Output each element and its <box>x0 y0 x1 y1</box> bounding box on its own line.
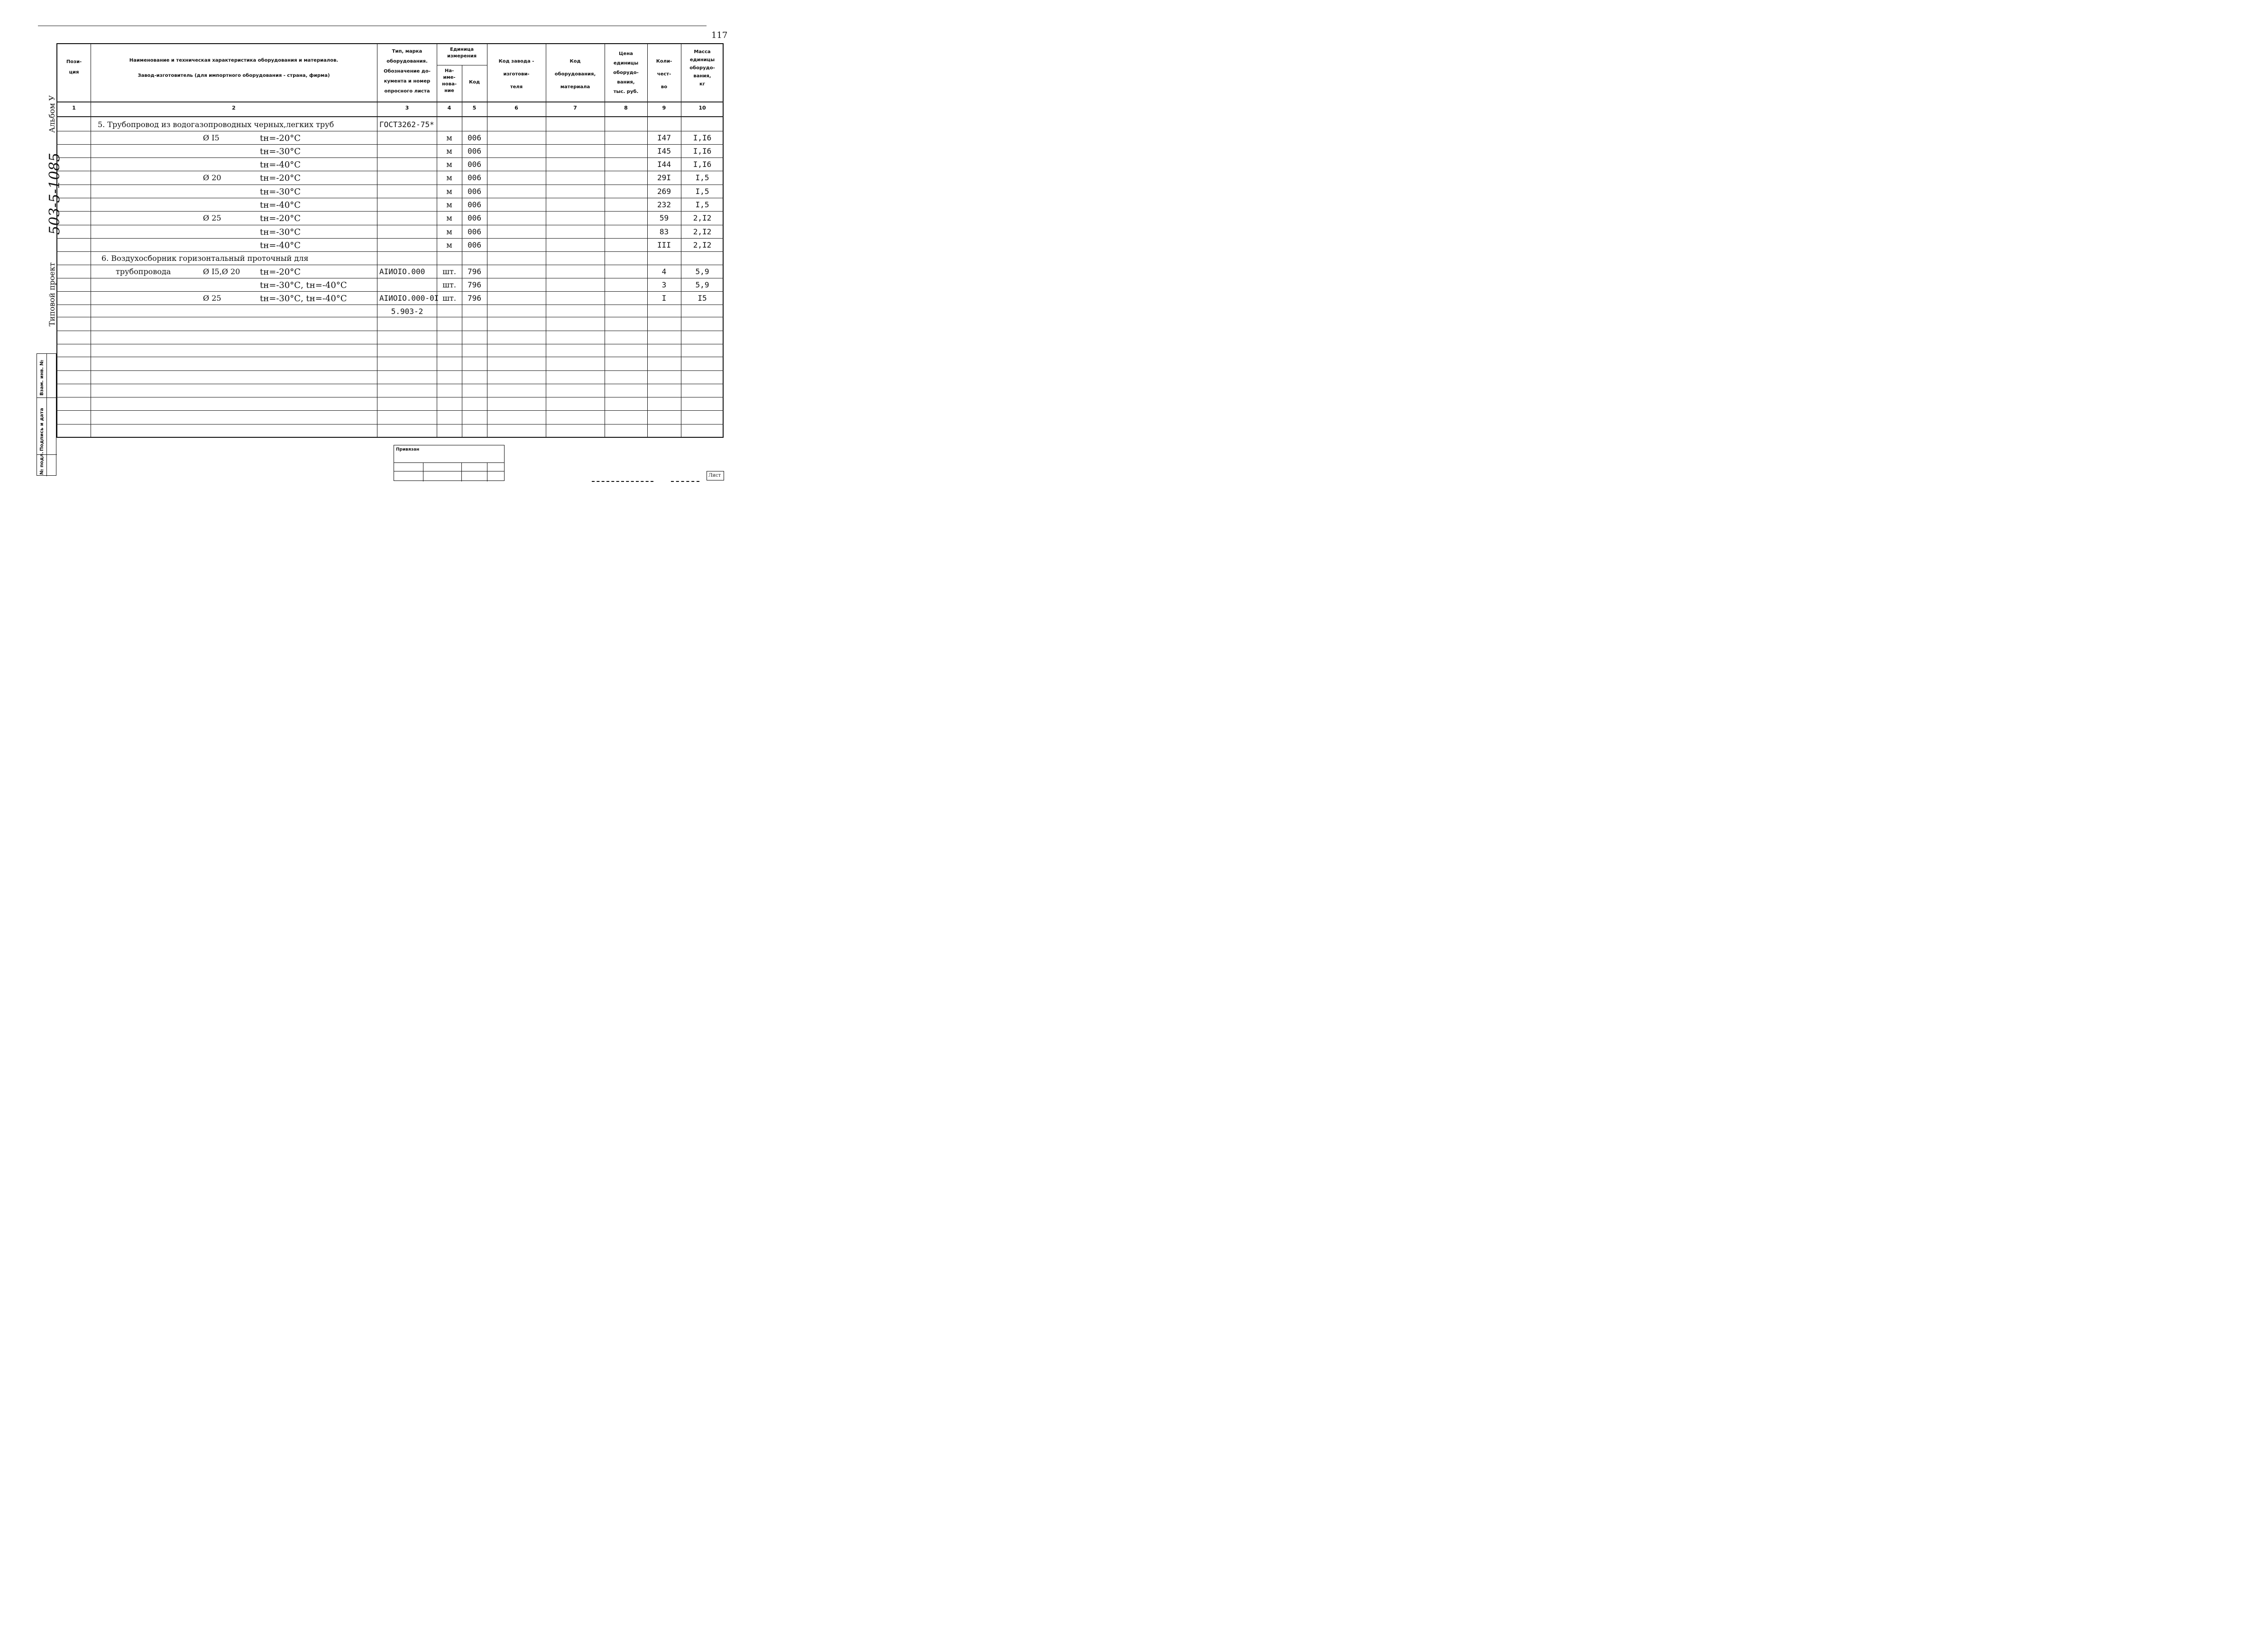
unit-code: 006 <box>468 200 481 209</box>
unit-name: м <box>446 173 452 182</box>
unit-name: шт. <box>442 294 456 303</box>
row-line <box>56 251 724 252</box>
unit-name: м <box>446 187 452 196</box>
item-temperature: tн=-20°С <box>260 133 301 143</box>
col-number: 1 <box>72 105 76 111</box>
row-line <box>56 211 724 212</box>
quantity: III <box>657 240 671 249</box>
quantity: I45 <box>657 147 671 156</box>
header-quantity: Коли- чест- во <box>656 59 672 90</box>
col-number: 6 <box>514 105 518 111</box>
unit-code: 006 <box>468 173 481 182</box>
bound-stamp-label: Привязан <box>396 447 420 452</box>
item-diameter: Ø 25 <box>203 294 221 303</box>
col-number: 7 <box>573 105 577 111</box>
unit-code: 006 <box>468 240 481 249</box>
unit-mass: 2,I2 <box>693 213 712 222</box>
unit-code: 006 <box>468 147 481 156</box>
bound-stamp <box>394 445 505 481</box>
item-temperature: tн=-40°С <box>260 240 301 250</box>
item-diameter: Ø 25 <box>203 213 221 222</box>
unit-mass: I,5 <box>695 200 709 209</box>
quantity: 4 <box>661 267 667 276</box>
unit-name: м <box>446 240 452 249</box>
header-type: Тип, марка оборудования. Обозначение до- кумента и номер опросного листа <box>384 49 431 94</box>
quantity: 269 <box>657 187 671 196</box>
unit-code: 796 <box>468 267 481 276</box>
unit-name: м <box>446 213 452 222</box>
typical-project-label: Типовой проект <box>47 262 56 326</box>
item-diameter: Ø I5,Ø 20 <box>203 267 240 276</box>
item-temperature: tн=-30°С <box>260 187 301 197</box>
col-number: 4 <box>447 105 451 111</box>
strip-label-orig: № подл. <box>39 452 45 475</box>
header-name-line2: Завод-изготовитель (для импортного оборудования - страна, фирма) <box>138 73 330 78</box>
row-line <box>56 424 724 425</box>
item-temperature: tн=-20°С <box>260 267 301 277</box>
row-line <box>56 291 724 292</box>
numbers-bottom-line <box>56 116 724 117</box>
unit-code: 006 <box>468 133 481 142</box>
header-unit: Единица измерения <box>447 47 477 59</box>
item-document: 5.903-2 <box>391 307 423 316</box>
header-unit-code: Код <box>468 80 480 85</box>
item-document: AIИOIO.000 <box>379 267 425 276</box>
item-temperature: tн=-20°С <box>260 173 301 183</box>
unit-code: 006 <box>468 213 481 222</box>
row-line <box>56 410 724 411</box>
unit-name: м <box>446 133 452 142</box>
quantity: 83 <box>659 227 669 236</box>
album-label: Альбом У <box>47 95 56 133</box>
unit-mass: 2,I2 <box>693 240 712 249</box>
col-number: 9 <box>662 105 666 111</box>
unit-mass: I,I6 <box>693 160 712 169</box>
quantity: I44 <box>657 160 671 169</box>
strip-divider <box>37 397 57 398</box>
header-price: Цена единицы оборудо- вания, тыс. руб. <box>613 51 639 94</box>
item-temperature: tн=-30°С <box>260 227 301 237</box>
header-position: Пози- ция <box>66 59 82 75</box>
unit-mass: I,I6 <box>693 133 712 142</box>
row-line <box>56 144 724 145</box>
approval-strip <box>37 353 56 476</box>
unit-name: м <box>446 147 452 156</box>
sheet-label: Лист <box>708 473 721 478</box>
unit-mass: I5 <box>698 294 707 303</box>
unit-name: шт. <box>442 267 456 276</box>
sheet-box <box>707 471 724 480</box>
item-temperature: tн=-30°С <box>260 147 301 157</box>
col-number: 5 <box>472 105 477 111</box>
header-mass: Масса единицы оборудо- вания, кг <box>689 49 715 87</box>
item-document: ГОСТ3262-75* <box>379 120 434 129</box>
unit-code: 006 <box>468 187 481 196</box>
page-number: 117 <box>711 30 728 40</box>
unit-name: м <box>446 160 452 169</box>
col-number: 10 <box>698 105 706 111</box>
stamp-line <box>394 462 504 463</box>
project-code-label: 503-5-1085 <box>46 153 63 235</box>
item-temperature: tн=-40°С <box>260 160 301 170</box>
unit-code: 006 <box>468 227 481 236</box>
unit-mass: I,5 <box>695 187 709 196</box>
item-name: трубопровода <box>116 267 171 276</box>
header-unit-name: На- име- нова- ние <box>441 68 457 93</box>
item-diameter: Ø I5 <box>203 133 220 142</box>
unit-code: 796 <box>468 280 481 289</box>
quantity: 232 <box>657 200 671 209</box>
row-line <box>56 370 724 371</box>
item-temperature: tн=-30°С, tн=-40°С <box>260 280 347 290</box>
header-factory-code: Код завода - изготови- теля <box>498 59 534 90</box>
header-name-line1: Наименование и техническая характеристика оборудования и материалов. <box>129 58 339 63</box>
unit-mass: I,I6 <box>693 147 712 156</box>
item-temperature: tн=-40°С <box>260 200 301 210</box>
faded-code-marks <box>671 481 699 482</box>
strip-inner-line <box>46 354 47 476</box>
item-name: 6. Воздухосборник горизонтальный проточный для <box>101 254 309 263</box>
row-line <box>56 157 724 158</box>
quantity: 29I <box>657 173 671 182</box>
unit-name: м <box>446 200 452 209</box>
stamp-line <box>461 462 462 481</box>
item-temperature: tн=-30°С, tн=-40°С <box>260 294 347 304</box>
col-number: 8 <box>624 105 628 111</box>
unit-name: м <box>446 227 452 236</box>
strip-label-inv: Взам. инв. № <box>39 360 45 396</box>
item-temperature: tн=-20°С <box>260 213 301 223</box>
item-name: 5. Трубопровод из водогазопроводных черных,легких труб <box>98 120 334 129</box>
unit-mass: 5,9 <box>695 280 709 289</box>
unit-name: шт. <box>442 280 456 289</box>
item-document: AIИOIO.000-0I <box>379 294 439 303</box>
unit-code: 006 <box>468 160 481 169</box>
quantity: 3 <box>661 280 667 289</box>
row-line <box>56 238 724 239</box>
unit-code: 796 <box>468 294 481 303</box>
strip-label-sign: Подпись и дата <box>39 408 45 451</box>
col-number: 3 <box>405 105 409 111</box>
unit-mass: 2,I2 <box>693 227 712 236</box>
unit-mass: I,5 <box>695 173 709 182</box>
header-equipment-code: Код оборудования, материала <box>554 59 596 90</box>
col-number: 2 <box>232 105 236 111</box>
quantity: I <box>661 294 667 303</box>
item-diameter: Ø 20 <box>203 173 221 182</box>
unit-mass: 5,9 <box>695 267 709 276</box>
quantity: I47 <box>657 133 671 142</box>
faded-code-marks <box>592 481 653 482</box>
quantity: 59 <box>659 213 669 222</box>
